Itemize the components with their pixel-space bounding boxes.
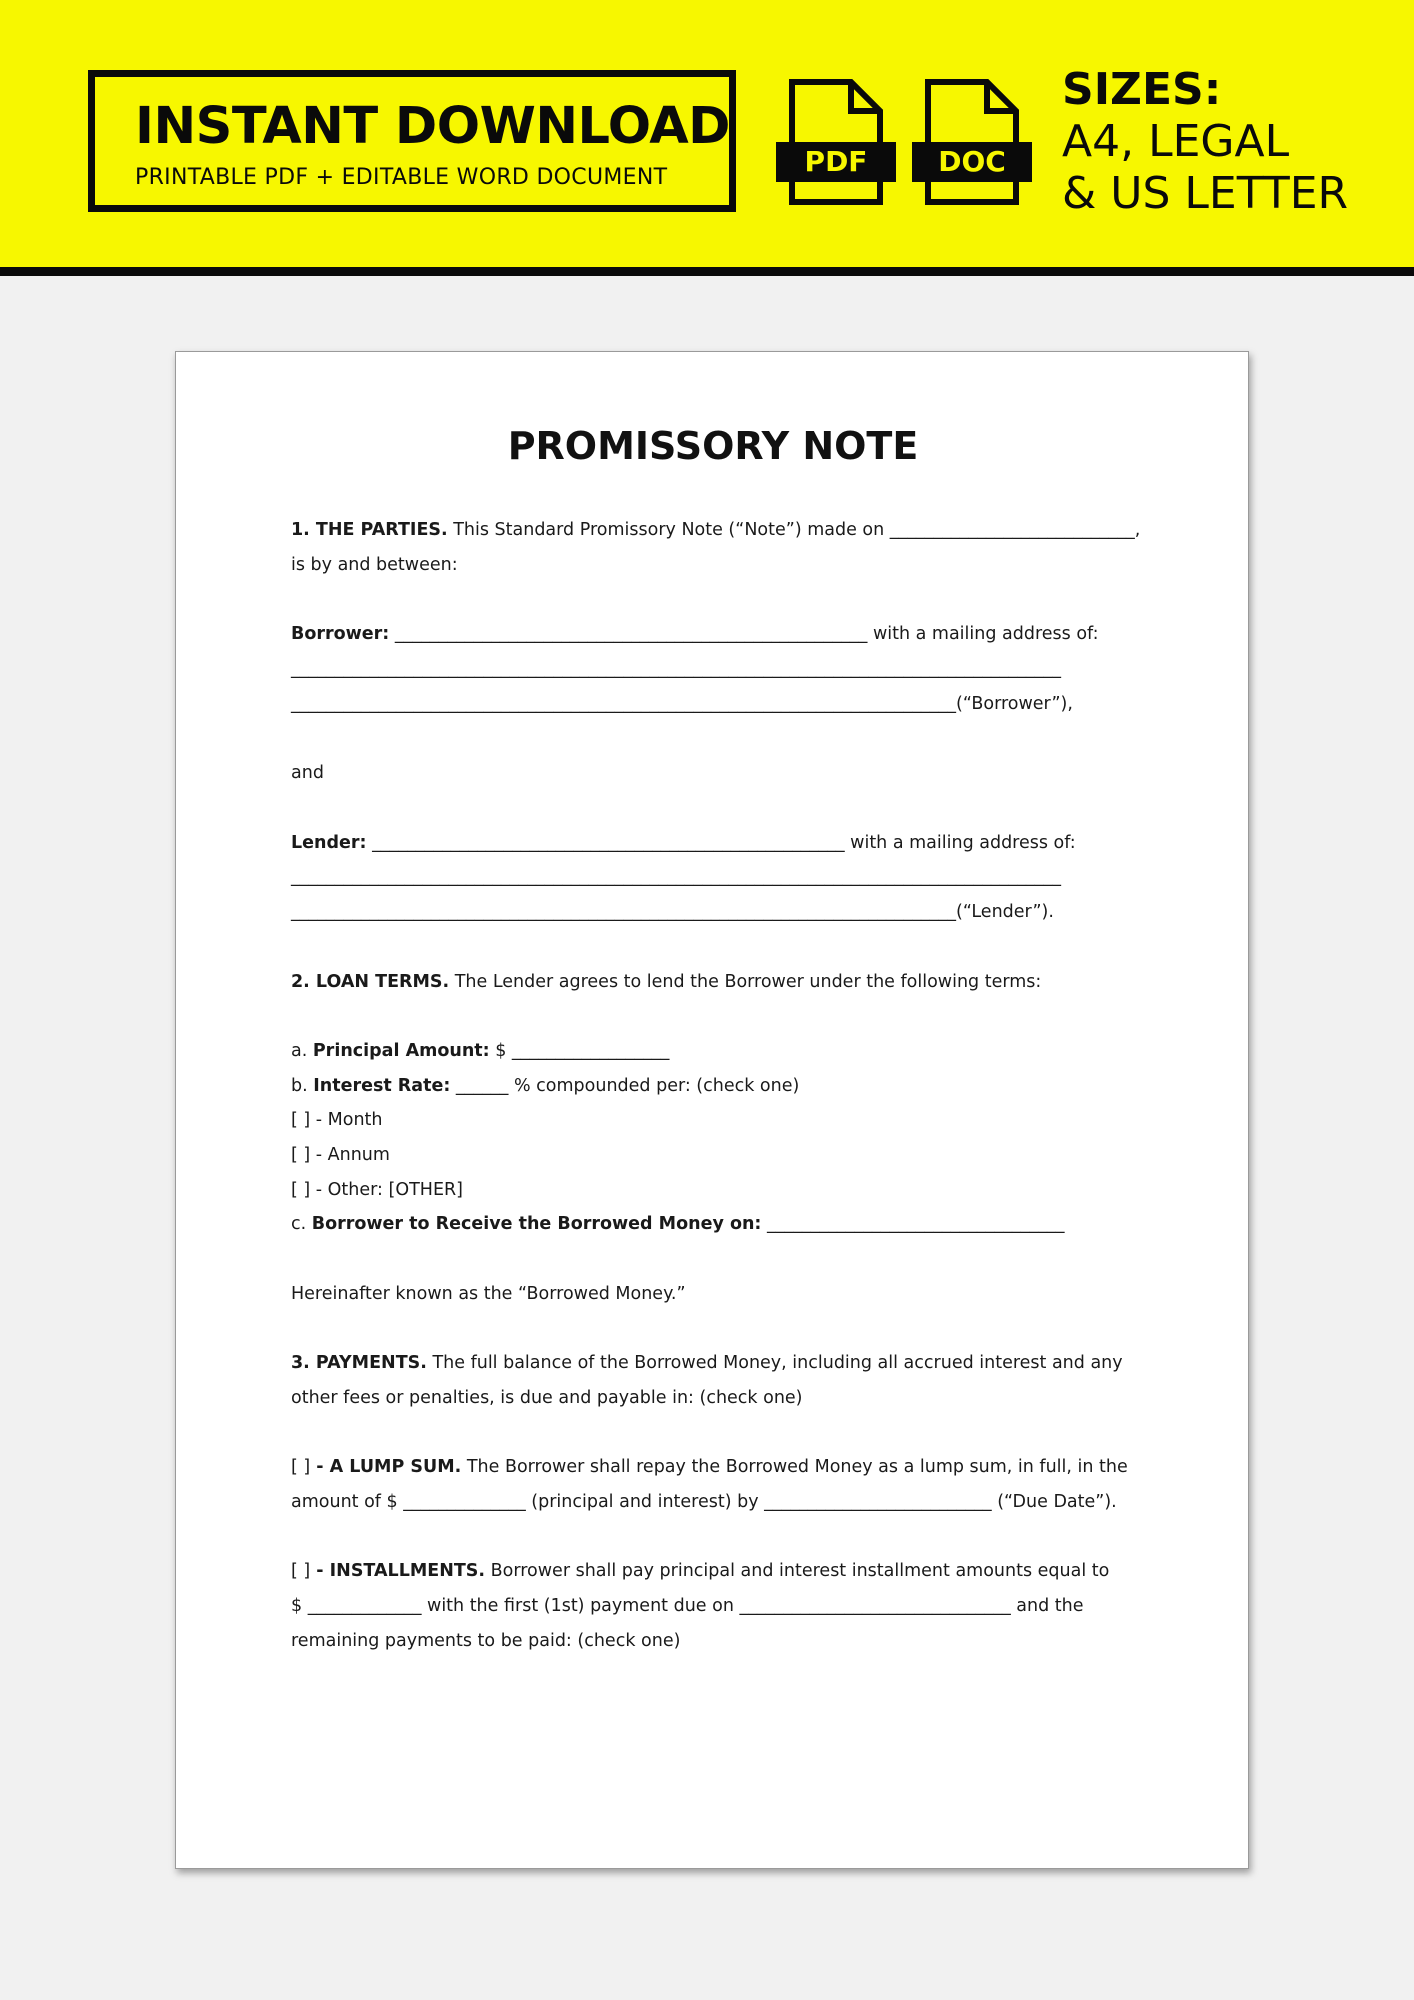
- doc-label: DOC: [938, 145, 1006, 178]
- installments-text: Borrower shall pay principal and interest installment amounts equal to: [485, 1561, 1110, 1581]
- installments-label: - INSTALLMENTS.: [310, 1561, 486, 1581]
- receive-date-line: [291, 1214, 1065, 1234]
- lump-sum-checkbox: [ ]: [291, 1457, 311, 1477]
- receive-date-label: Borrower to Receive the Borrowed Money on:: [311, 1214, 762, 1234]
- section-parties-label: 1. THE PARTIES.: [291, 520, 448, 540]
- sizes-info: [1062, 64, 1348, 220]
- section-payments: [291, 1353, 1123, 1373]
- receive-date-blank: __________________________________: [761, 1214, 1065, 1234]
- borrower-address-line-2: ____________________________________________________________________________(“Borrower”),: [291, 694, 1073, 714]
- section-loan-terms-text: The Lender agrees to lend the Borrower under the following terms:: [449, 972, 1042, 992]
- borrower-address-line-1: ________________________________________________________________________________________: [291, 659, 1061, 679]
- principal-prefix: a.: [291, 1041, 313, 1061]
- principal-amount-label: Principal Amount:: [312, 1041, 490, 1061]
- section-loan-terms: [291, 972, 1041, 992]
- interest-rate-label: Interest Rate:: [313, 1076, 451, 1096]
- document-title: PROMISSORY NOTE: [507, 424, 919, 468]
- lump-sum-text: The Borrower shall repay the Borrowed Money as a lump sum, in full, in the: [461, 1457, 1128, 1477]
- installments-line: [291, 1561, 1109, 1581]
- borrower-label: Borrower:: [291, 624, 390, 644]
- interest-prefix: b.: [291, 1076, 314, 1096]
- lender-address-line-1: ________________________________________________________________________________________: [291, 867, 1061, 887]
- section-parties-text-2: is by and between:: [291, 555, 458, 575]
- pdf-file-icon: [776, 78, 896, 206]
- installments-text-3: remaining payments to be paid: (check one): [291, 1631, 681, 1651]
- and-text: and: [291, 763, 324, 783]
- principal-amount-blank: $ __________________: [489, 1041, 670, 1061]
- borrower-line: [291, 624, 1099, 644]
- lender-name-blank: ______________________________________________________ with a mailing address of:: [366, 833, 1076, 853]
- lender-address-line-2: ____________________________________________________________________________(“Lender”).: [291, 902, 1054, 922]
- installments-checkbox: [ ]: [291, 1561, 311, 1581]
- lump-sum-label: - A LUMP SUM.: [310, 1457, 462, 1477]
- interest-rate-blank: ______ % compounded per: (check one): [450, 1076, 800, 1096]
- instant-download-subline: PRINTABLE PDF + EDITABLE WORD DOCUMENT: [135, 165, 668, 190]
- option-annum: [ ] - Annum: [291, 1145, 390, 1165]
- option-month: [ ] - Month: [291, 1110, 383, 1130]
- lump-sum-line: [291, 1457, 1128, 1477]
- hereinafter-text: Hereinafter known as the “Borrowed Money.”: [291, 1284, 686, 1304]
- pdf-label: PDF: [804, 145, 868, 178]
- promo-banner: [0, 0, 1414, 276]
- principal-amount-line: [291, 1041, 669, 1061]
- sizes-heading: SIZES:: [1062, 64, 1222, 115]
- installments-text-2: $ _____________ with the first (1st) payment due on _______________________________ and the: [291, 1596, 1084, 1616]
- sizes-line-2: & US LETTER: [1062, 168, 1349, 219]
- sizes-line-1: A4, LEGAL: [1062, 116, 1290, 167]
- receive-prefix: c.: [291, 1214, 312, 1234]
- instant-download-box: [88, 70, 736, 212]
- interest-rate-line: [291, 1076, 799, 1096]
- lender-line: [291, 833, 1076, 853]
- instant-download-headline: INSTANT DOWNLOAD: [135, 97, 731, 156]
- lump-sum-text-2: amount of $ ______________ (principal and interest) by __________________________ (“Due Date”).: [291, 1492, 1117, 1512]
- section-parties: [291, 520, 1140, 540]
- section-parties-text: This Standard Promissory Note (“Note”) made on ____________________________,: [447, 520, 1141, 540]
- section-payments-label: 3. PAYMENTS.: [291, 1353, 427, 1373]
- doc-file-icon: [912, 78, 1032, 206]
- lender-label: Lender:: [291, 833, 367, 853]
- document-page: [175, 351, 1249, 1869]
- borrower-name-blank: ______________________________________________________ with a mailing address of:: [389, 624, 1099, 644]
- section-loan-terms-label: 2. LOAN TERMS.: [291, 972, 450, 992]
- option-other: [ ] - Other: [OTHER]: [291, 1180, 463, 1200]
- section-payments-text: The full balance of the Borrowed Money, including all accrued interest and any: [426, 1353, 1123, 1373]
- section-payments-text-2: other fees or penalties, is due and payable in: (check one): [291, 1388, 803, 1408]
